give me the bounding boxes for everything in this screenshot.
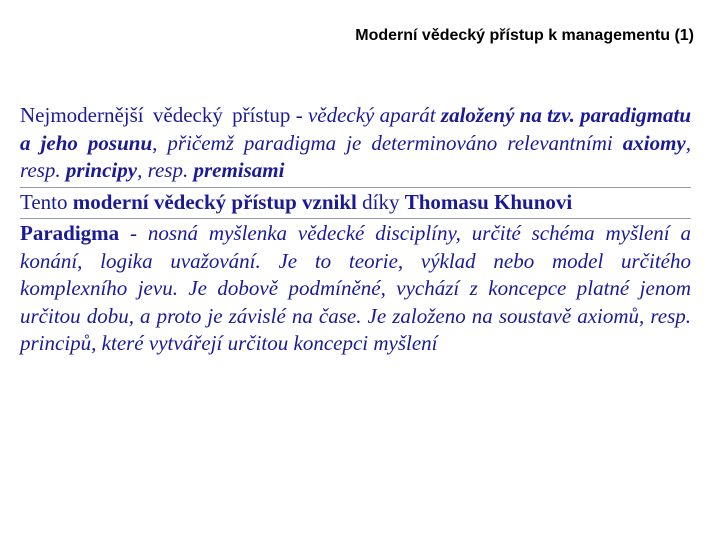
p2-intro: Tento bbox=[20, 189, 73, 214]
p3-dash: - bbox=[119, 221, 148, 245]
divider-1 bbox=[20, 187, 691, 188]
p2-bold-kuhn: Thomasu Khunovi bbox=[404, 189, 573, 214]
p1-resp-2: , resp. bbox=[137, 158, 194, 182]
p1-italic-determined: , přičemž paradigma je determinováno relevantními bbox=[152, 130, 623, 155]
slide-title: Moderní vědecký přístup k managementu (1) bbox=[355, 27, 694, 44]
p3-italic-definition: nosná myšlenka vědecké disciplíny, určité schéma myšlení a konání, logika uvažování. Je to teorie, výklad nebo model určitého komplexního jevu. Je dobově podmíněné, vychází z koncepce platné jenom určitou dobu, a proto je závislé na čase. Je založeno na soustavě axiomů, resp. principů, které vytvářejí určitou koncepci myšlení bbox=[20, 221, 691, 355]
p1-resp-1: , resp. bbox=[20, 130, 691, 182]
p1-axioms: axiomy bbox=[622, 130, 686, 155]
paragraph-paradigm-definition bbox=[20, 220, 691, 358]
slide-body bbox=[20, 102, 691, 358]
paragraph-modern-approach bbox=[20, 102, 691, 185]
p1-dash: - bbox=[290, 103, 308, 127]
p1-bold-italic-paradigm: založený na tzv. paradigmatu a jeho posunu bbox=[20, 103, 691, 155]
paragraph-kuhn bbox=[20, 189, 691, 217]
p1-italic-apparatus: vědecký aparát bbox=[307, 103, 441, 127]
p1-bold-intro: Nejmodernější vědecký přístup bbox=[20, 103, 291, 127]
p2-bold-origin: moderní vědecký přístup vznikl bbox=[72, 189, 357, 214]
p1-principles: principy bbox=[65, 158, 138, 182]
p1-premises: premisami bbox=[193, 158, 285, 182]
divider-2 bbox=[20, 218, 691, 219]
p3-bold-term: Paradigma bbox=[20, 221, 120, 245]
p2-thanks: díky bbox=[356, 189, 405, 214]
